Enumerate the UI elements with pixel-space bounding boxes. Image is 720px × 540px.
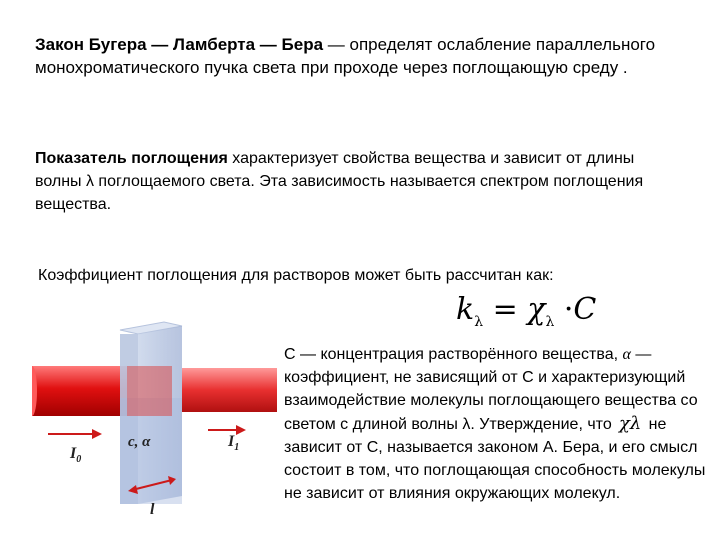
absorption-index-term: Показатель поглощения (35, 150, 228, 167)
formula-eq: = (483, 292, 528, 327)
label-i1: $I_1$ (228, 433, 240, 453)
incoming-beam (32, 366, 127, 416)
absorption-index-paragraph (35, 147, 655, 216)
formula-chi-sub: λ (545, 314, 555, 330)
formula-chi: χ (527, 292, 546, 327)
law-paragraph (35, 33, 685, 79)
beam-through-cuvette-illustration (32, 318, 277, 528)
outgoing-beam (182, 368, 277, 412)
label-i0: $I_0$ (70, 445, 82, 465)
law-text: — определят ослабление параллельного монохроматического пучка света при проходе через поглощающую среду . (35, 35, 656, 77)
beer-text-b: — коэффициент, не зависящий от С и характеризующий взаимодействие молекулы поглощающего вещества со светом с длиной волны λ. Утверждение, что (284, 346, 698, 433)
beer-text-a: С — концентрация растворённого вещества, (284, 346, 623, 363)
formula (456, 292, 606, 332)
beer-chi: χλ (619, 413, 642, 434)
coefficient-paragraph: Коэффициент поглощения для растворов может быть рассчитан как: (38, 267, 554, 284)
law-term: Закон Бугера — Ламберта — Бера (35, 35, 324, 54)
label-c-alpha: c, α (128, 434, 151, 450)
cuvette (120, 322, 182, 504)
label-l: l (150, 501, 155, 518)
beer-law-paragraph (284, 343, 714, 505)
formula-c: C (573, 292, 597, 327)
absorption-index-text: характеризует свойства вещества и зависит от длины волны λ поглощаемого света. Эта зависимость называется спектром поглощения вещества. (35, 150, 644, 213)
formula-k-sub: λ (474, 314, 484, 330)
formula-dot: · (554, 292, 574, 327)
arrow-i1 (208, 425, 246, 435)
beer-text-c: не зависит от С, называется законом А. Бера, и его смысл состоит в том, что поглощающая способность молекулы не зависит от влияния окружающих молекул. (284, 416, 706, 502)
beer-alpha: α (622, 346, 631, 363)
formula-k: k (456, 292, 475, 327)
arrow-i0 (48, 429, 102, 439)
